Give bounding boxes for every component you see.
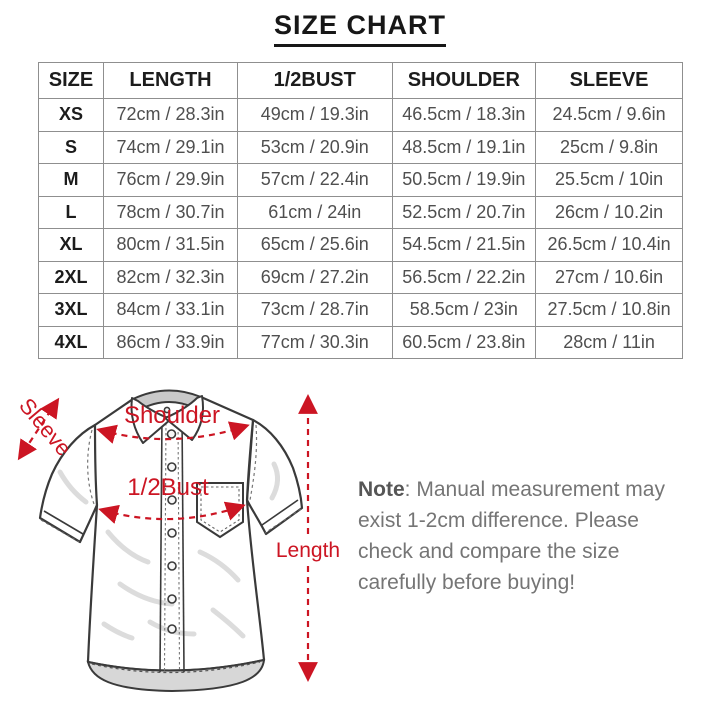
measurement-cell: 28cm / 11in: [536, 326, 683, 359]
note-text: [358, 474, 680, 598]
measurement-cell: 58.5cm / 23in: [392, 294, 536, 327]
measurement-cell: 48.5cm / 19.1in: [392, 131, 536, 164]
measurement-cell: 24.5cm / 9.6in: [536, 99, 683, 132]
table-row: [39, 294, 683, 327]
size-table-body: [39, 99, 683, 359]
table-row: [39, 326, 683, 359]
measurement-cell: 74cm / 29.1in: [104, 131, 238, 164]
measurement-cell: 27cm / 10.6in: [536, 261, 683, 294]
measurement-cell: 76cm / 29.9in: [104, 164, 238, 197]
table-row: [39, 131, 683, 164]
measurement-cell: 50.5cm / 19.9in: [392, 164, 536, 197]
measurement-cell: 86cm / 33.9in: [104, 326, 238, 359]
measurement-cell: 57cm / 22.4in: [237, 164, 392, 197]
sleeve-label: Sleeve: [14, 393, 77, 461]
measurement-cell: 56.5cm / 22.2in: [392, 261, 536, 294]
shoulder-label: Shoulder: [123, 402, 221, 429]
measurement-cell: 49cm / 19.3in: [237, 99, 392, 132]
measurement-cell: 25.5cm / 10in: [536, 164, 683, 197]
table-row: [39, 261, 683, 294]
size-cell: M: [39, 164, 104, 197]
size-cell: S: [39, 131, 104, 164]
table-header-row: [39, 63, 683, 99]
measurement-cell: 26.5cm / 10.4in: [536, 229, 683, 262]
shirt-measurement-diagram: [0, 372, 350, 702]
measurement-cell: 84cm / 33.1in: [104, 294, 238, 327]
measurement-cell: 25cm / 9.8in: [536, 131, 683, 164]
column-header: SLEEVE: [536, 63, 683, 99]
measurement-cell: 82cm / 32.3in: [104, 261, 238, 294]
measurement-cell: 65cm / 25.6in: [237, 229, 392, 262]
table-row: [39, 164, 683, 197]
table-row: [39, 196, 683, 229]
measurement-cell: 72cm / 28.3in: [104, 99, 238, 132]
size-cell: XS: [39, 99, 104, 132]
column-header: SHOULDER: [392, 63, 536, 99]
measurement-cell: 52.5cm / 20.7in: [392, 196, 536, 229]
measurement-cell: 53cm / 20.9in: [237, 131, 392, 164]
length-label: Length: [275, 539, 341, 562]
shirt-illustration: [0, 372, 350, 702]
measurement-cell: 46.5cm / 18.3in: [392, 99, 536, 132]
measurement-cell: 78cm / 30.7in: [104, 196, 238, 229]
measurement-cell: 77cm / 30.3in: [237, 326, 392, 359]
table-row: [39, 229, 683, 262]
page-title: SIZE CHART: [274, 10, 446, 47]
size-cell: L: [39, 196, 104, 229]
bust-label: 1/2Bust: [127, 474, 209, 501]
measurement-cell: 80cm / 31.5in: [104, 229, 238, 262]
table-row: [39, 99, 683, 132]
column-header: LENGTH: [104, 63, 238, 99]
size-cell: 4XL: [39, 326, 104, 359]
size-cell: 3XL: [39, 294, 104, 327]
measurement-cell: 26cm / 10.2in: [536, 196, 683, 229]
size-cell: 2XL: [39, 261, 104, 294]
measurement-cell: 27.5cm / 10.8in: [536, 294, 683, 327]
measurement-cell: 60.5cm / 23.8in: [392, 326, 536, 359]
measurement-cell: 69cm / 27.2in: [237, 261, 392, 294]
column-header: 1/2BUST: [237, 63, 392, 99]
size-cell: XL: [39, 229, 104, 262]
measurement-cell: 54.5cm / 21.5in: [392, 229, 536, 262]
column-header: SIZE: [39, 63, 104, 99]
note-body: : Manual measurement may exist 1-2cm difference. Please check and compare the size carefully before buying!: [358, 478, 665, 594]
measurement-cell: 73cm / 28.7in: [237, 294, 392, 327]
page-title-row: [0, 10, 720, 47]
measurement-cell: 61cm / 24in: [237, 196, 392, 229]
note-label: Note: [358, 478, 405, 501]
size-chart-table: [38, 62, 683, 359]
